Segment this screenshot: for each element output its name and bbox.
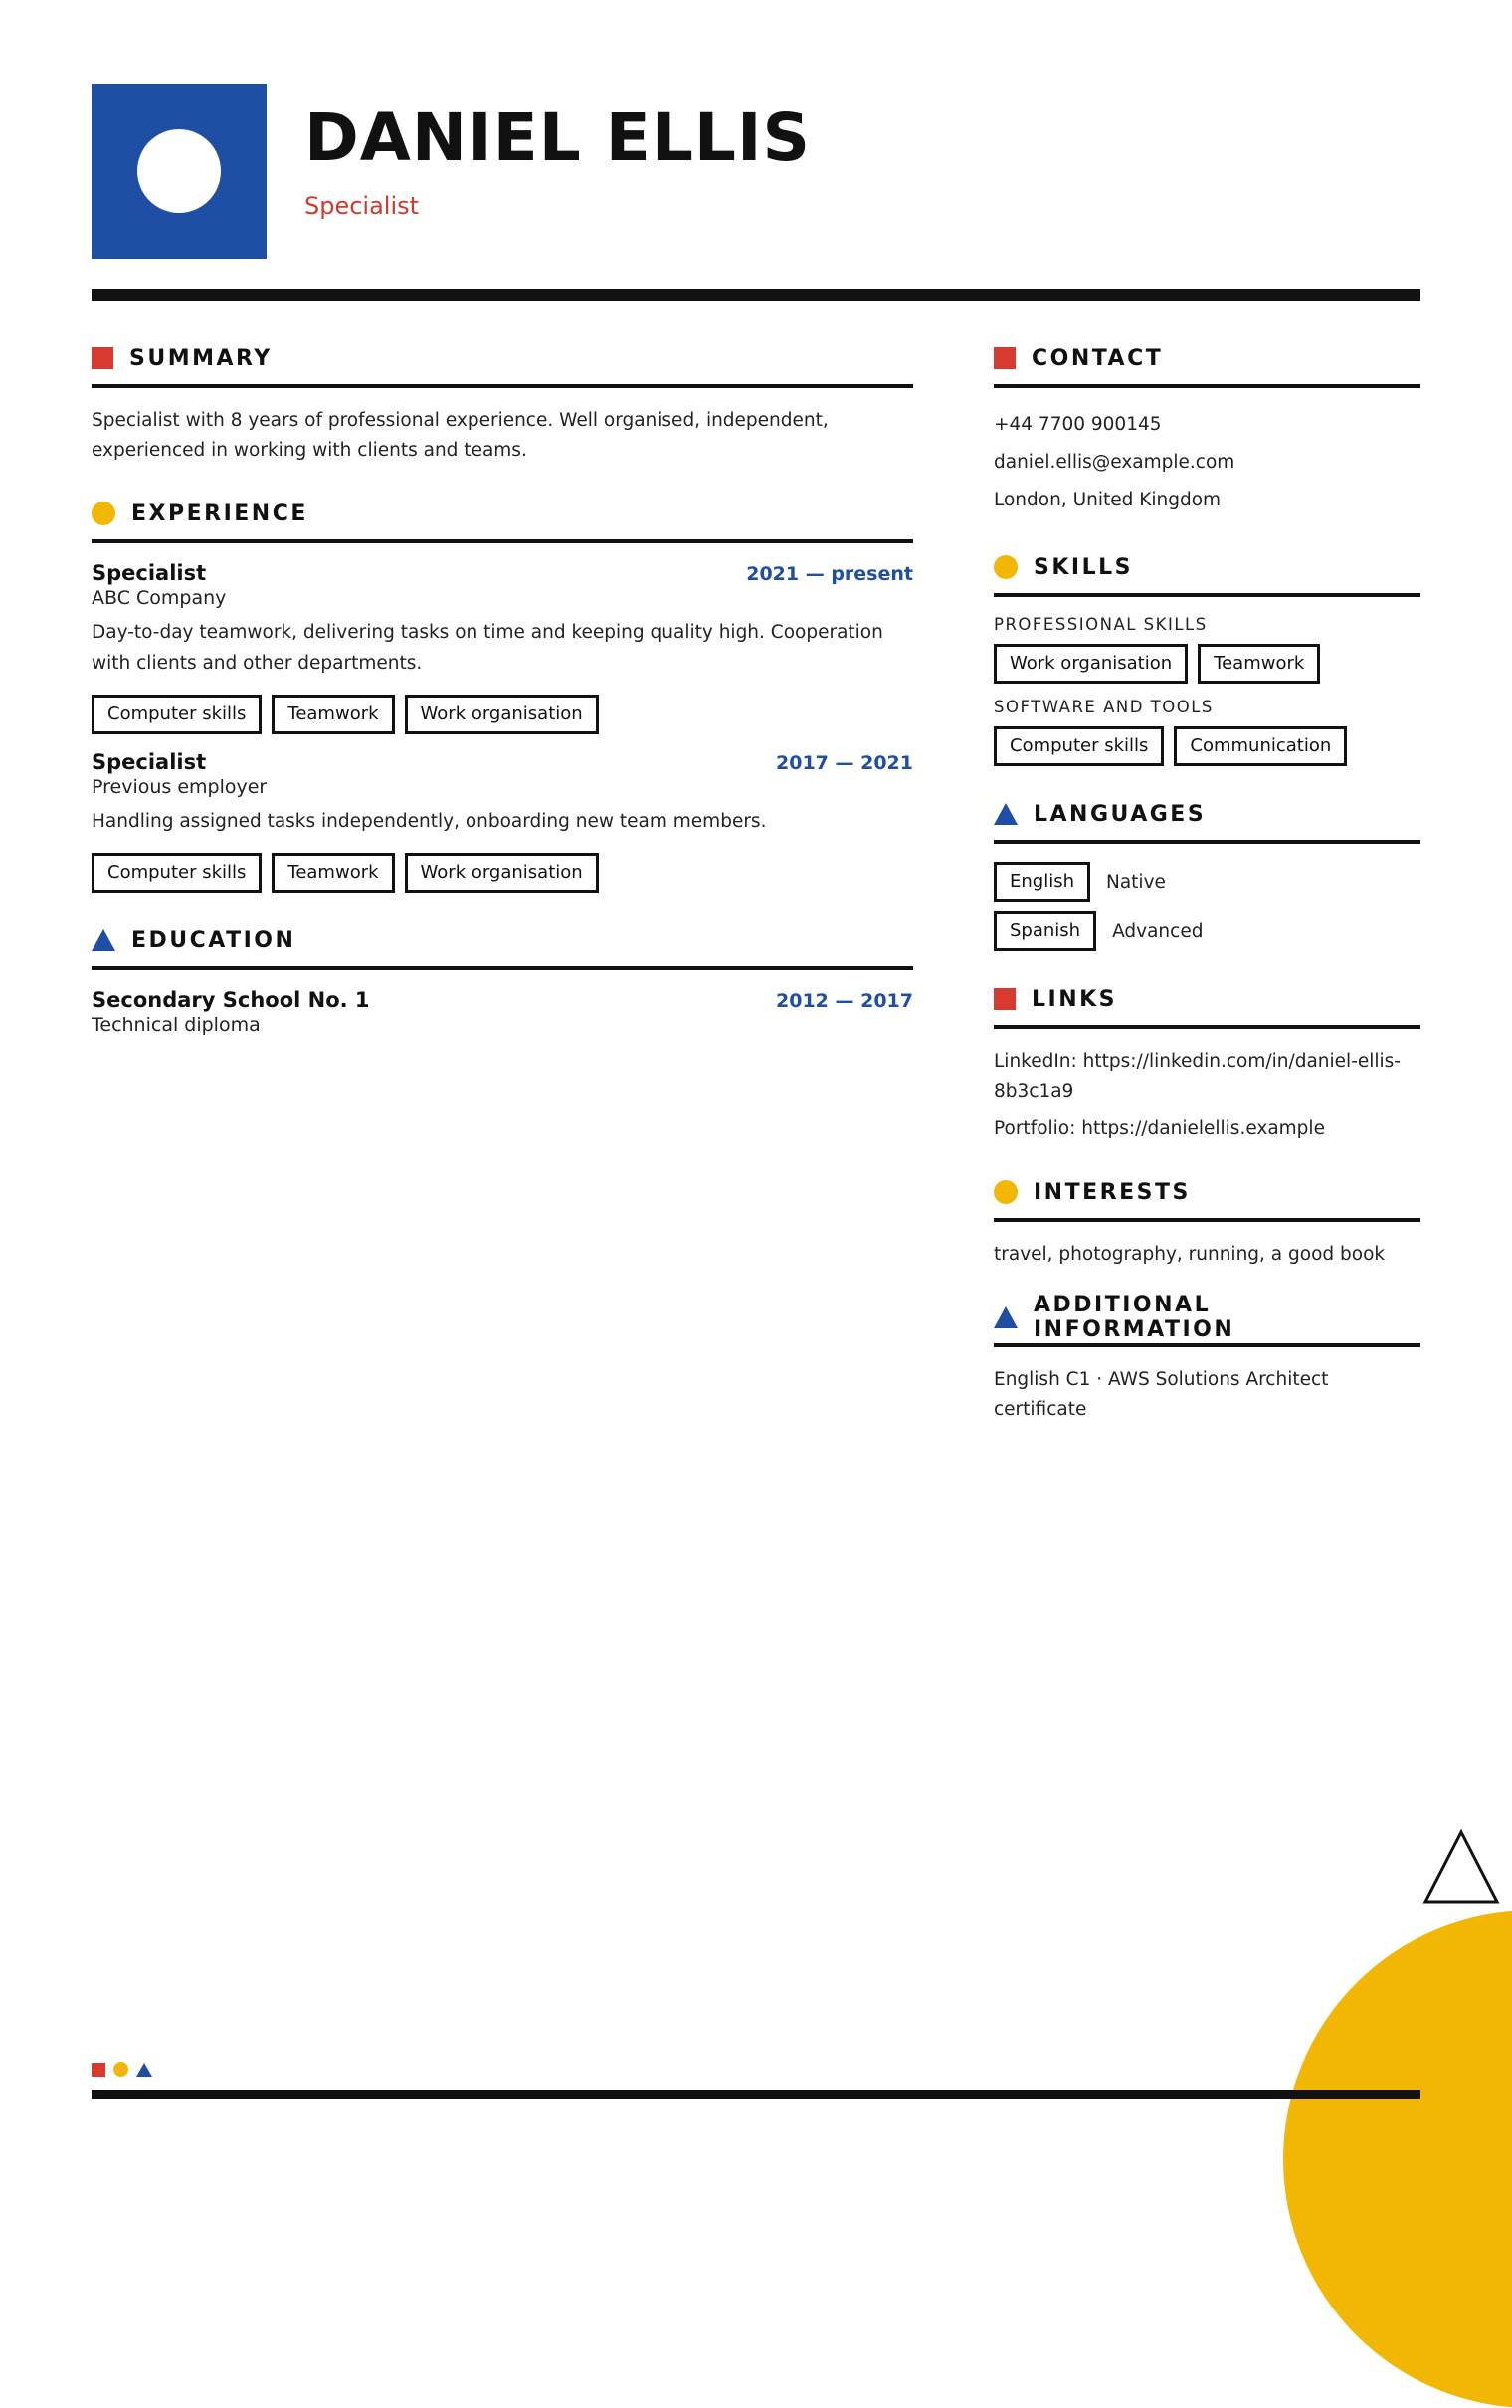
blue-triangle-icon [92, 929, 115, 951]
link-portfolio[interactable]: Portfolio: https://danielellis.example [994, 1118, 1325, 1139]
footer-divider [92, 2090, 1420, 2099]
job-company: ABC Company [92, 587, 227, 609]
red-square-icon [994, 347, 1016, 369]
education-heading [92, 922, 913, 970]
skill-tag: Computer skills [92, 695, 262, 734]
links-heading [994, 981, 1420, 1029]
contact-location: London, United Kingdom [994, 490, 1222, 510]
job-title: Specialist [92, 561, 207, 585]
skill-tag: Work organisation [405, 853, 599, 893]
red-square-icon [92, 347, 113, 369]
education-entry [92, 988, 913, 1036]
skill-tag: Work organisation [994, 644, 1188, 684]
additional-heading [994, 1293, 1420, 1347]
skill-tag: Teamwork [272, 695, 394, 734]
section-title: SUMMARY [129, 345, 273, 371]
contact-heading [994, 340, 1420, 388]
footer-markers [92, 2062, 152, 2077]
yellow-circle-icon [92, 502, 115, 525]
skills-tags [994, 726, 1420, 766]
language-name: English [994, 862, 1090, 902]
job-tags [92, 853, 913, 893]
languages-heading [994, 796, 1420, 844]
contact-email[interactable]: daniel.ellis@example.com [994, 452, 1235, 473]
section-title: LANGUAGES [1034, 801, 1207, 827]
yellow-quarter-circle-decoration [1283, 1910, 1512, 2408]
skill-tag: Computer skills [994, 726, 1164, 766]
contact-phone[interactable]: +44 7700 900145 [994, 414, 1162, 435]
section-title: SKILLS [1034, 554, 1133, 580]
job-entry [92, 561, 913, 734]
section-title: CONTACT [1032, 345, 1164, 371]
link-linkedin[interactable]: LinkedIn: https://linkedin.com/in/daniel-ellis-8b3c1a9 [994, 1051, 1401, 1102]
education-section [92, 922, 913, 1036]
blue-triangle-icon [994, 803, 1018, 825]
job-entry [92, 750, 913, 893]
section-title: ADDITIONAL INFORMATION [1034, 1293, 1235, 1342]
interests-text: travel, photography, running, a good book [994, 1244, 1386, 1265]
job-description: Day-to-day teamwork, delivering tasks on time and keeping quality high. Cooperation with clients and other departments. [92, 622, 883, 674]
experience-heading [92, 496, 913, 543]
contact-section [994, 340, 1420, 519]
skill-tag: Computer skills [92, 853, 262, 893]
skills-section [994, 549, 1420, 766]
summary-heading [92, 340, 913, 388]
sidebar-column [994, 340, 1420, 1455]
summary-text: Specialist with 8 years of professional experience. Well organised, independent, experienced in working with clients and teams. [92, 410, 829, 461]
job-tags [92, 695, 913, 734]
red-square-icon [92, 2063, 105, 2077]
yellow-circle-icon [113, 2062, 128, 2077]
experience-section [92, 496, 913, 893]
section-title: LINKS [1032, 986, 1118, 1012]
language-level: Native [1106, 871, 1166, 893]
red-square-icon [994, 988, 1016, 1010]
languages-section [994, 796, 1420, 951]
skill-tag: Teamwork [1198, 644, 1320, 684]
outline-triangle-icon [1422, 1829, 1500, 1905]
candidate-role: Specialist [304, 192, 420, 220]
photo-placeholder [92, 84, 267, 259]
photo-circle-icon [137, 129, 221, 213]
skills-heading [994, 549, 1420, 597]
yellow-circle-icon [994, 555, 1018, 579]
job-title: Specialist [92, 750, 207, 774]
interests-heading [994, 1174, 1420, 1222]
links-section [994, 981, 1420, 1144]
blue-triangle-icon [994, 1306, 1018, 1328]
skills-group-label: SOFTWARE AND TOOLS [994, 698, 1214, 716]
additional-section [994, 1293, 1420, 1425]
skills-group [994, 615, 1420, 684]
skill-tag: Work organisation [405, 695, 599, 734]
interests-section [994, 1174, 1420, 1270]
degree: Technical diploma [92, 1014, 261, 1036]
additional-text: English C1 · AWS Solutions Architect certificate [994, 1369, 1329, 1420]
section-title: EDUCATION [131, 927, 296, 953]
candidate-name: DANIEL ELLIS [304, 100, 812, 176]
language-item [994, 911, 1420, 951]
skill-tag: Teamwork [272, 853, 394, 893]
skill-tag: Communication [1174, 726, 1347, 766]
main-column [92, 340, 913, 1066]
skills-tags [994, 644, 1420, 684]
school-name: Secondary School No. 1 [92, 988, 370, 1012]
yellow-circle-icon [994, 1180, 1018, 1204]
job-dates: 2017 — 2021 [776, 752, 913, 774]
job-description: Handling assigned tasks independently, onboarding new team members. [92, 811, 767, 832]
skills-group-label: PROFESSIONAL SKILLS [994, 615, 1208, 634]
header-divider [92, 289, 1420, 301]
language-item [994, 862, 1420, 902]
job-dates: 2021 — present [746, 563, 913, 585]
education-dates: 2012 — 2017 [776, 990, 913, 1012]
language-level: Advanced [1112, 920, 1204, 942]
language-name: Spanish [994, 911, 1096, 951]
blue-triangle-icon [136, 2063, 152, 2077]
summary-section [92, 340, 913, 466]
section-title: EXPERIENCE [131, 501, 308, 526]
job-company: Previous employer [92, 776, 268, 798]
section-title: INTERESTS [1034, 1179, 1191, 1205]
skills-group [994, 698, 1420, 766]
